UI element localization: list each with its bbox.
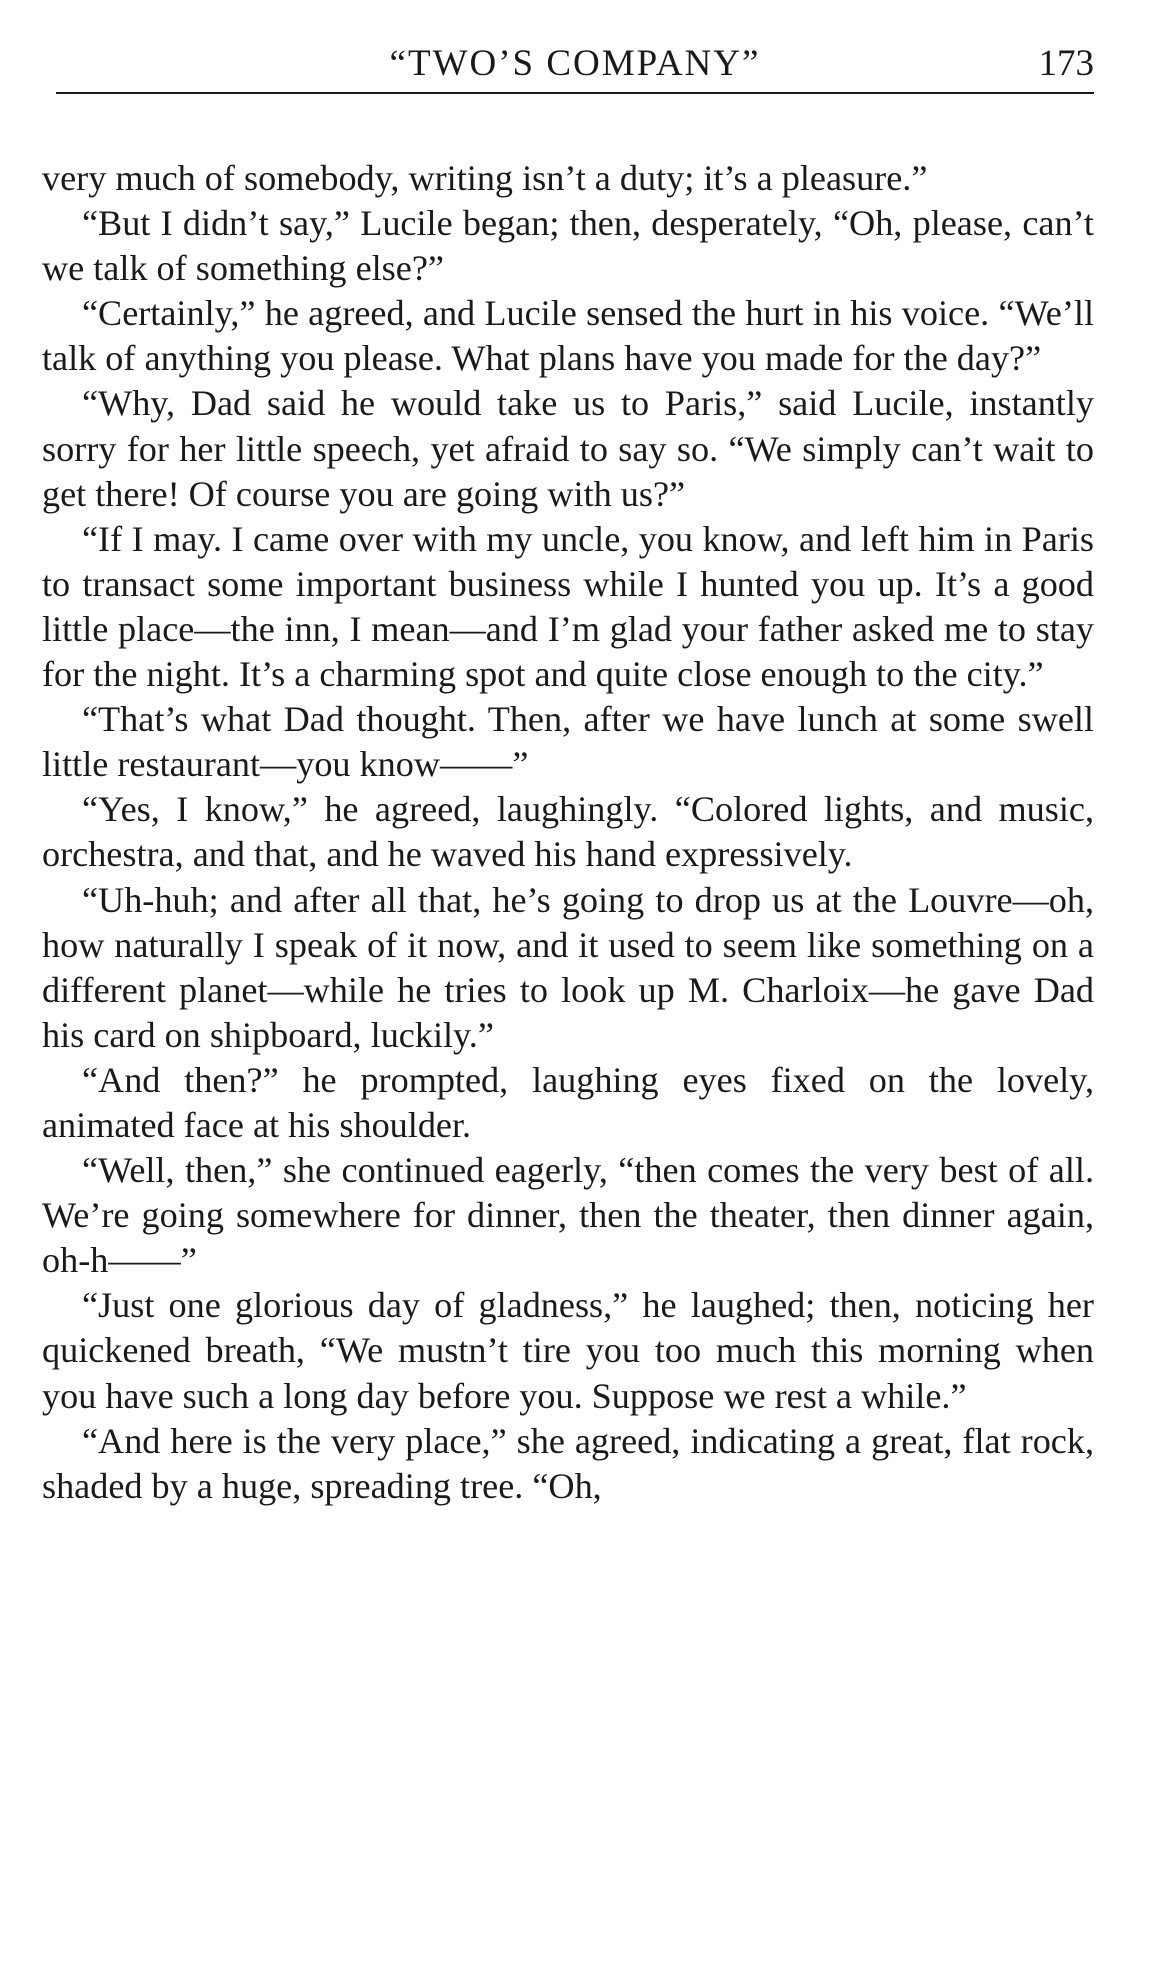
- header-rule: [56, 92, 1094, 94]
- paragraph: very much of somebody, writing isn’t a duty; it’s a pleasure.”: [42, 158, 928, 198]
- running-head: [56, 38, 1094, 94]
- paragraph: “Uh-huh; and after all that, he’s going to drop us at the Louvre—oh, how naturally I speak of it now, and it used to seem like something on a different planet—while he tries to look up M. Charloix—he gave Dad his card on shipboard, luckily.”: [42, 879, 1094, 1055]
- paragraph: “If I may. I came over with my uncle, you know, and left him in Paris to transact some important business while I hunted you up. It’s a good little place—the inn, I mean—and I’m glad your father asked me to stay for the night. It’s a charming spot and quite close enough to the city.”: [42, 518, 1094, 695]
- paragraph: “Certainly,” he agreed, and Lucile sensed the hurt in his voice. “We’ll talk of anything you please. What plans have you made for the day?”: [42, 293, 1094, 379]
- paragraph: “But I didn’t say,” Lucile began; then, desperately, “Oh, please, can’t we talk of something else?”: [42, 203, 1094, 289]
- paragraph: “Well, then,” she continued eagerly, “then comes the very best of all. We’re going somewhere for dinner, then the theater, then dinner again, oh-h——”: [42, 1150, 1094, 1281]
- running-title: “TWO’S COMPANY”: [389, 43, 761, 84]
- paragraph: “That’s what Dad thought. Then, after we have lunch at some swell little restaurant—you know——”: [42, 699, 1094, 785]
- paragraph: “And then?” he prompted, laughing eyes fixed on the lovely, animated face at his shoulder.: [42, 1059, 1094, 1145]
- paragraph: “Just one glorious day of gladness,” he laughed; then, noticing her quickened breath, “We mustn’t tire you too much this morning when you have such a long day before you. Suppose we rest a while.”: [42, 1285, 1094, 1416]
- paragraph: “Why, Dad said he would take us to Paris,” said Lucile, instantly sorry for her little speech, yet afraid to say so. “We simply can’t wait to get there! Of course you are going with us?”: [42, 383, 1094, 514]
- paragraph: “And here is the very place,” she agreed, indicating a great, flat rock, shaded by a huge, spreading tree. “Oh,: [42, 1420, 1094, 1506]
- page-number: 173: [1038, 43, 1094, 84]
- paragraph: “Yes, I know,” he agreed, laughingly. “Colored lights, and music, orchestra, and that, and he waved his hand expressively.: [42, 789, 1094, 875]
- body-text: [42, 156, 1094, 1509]
